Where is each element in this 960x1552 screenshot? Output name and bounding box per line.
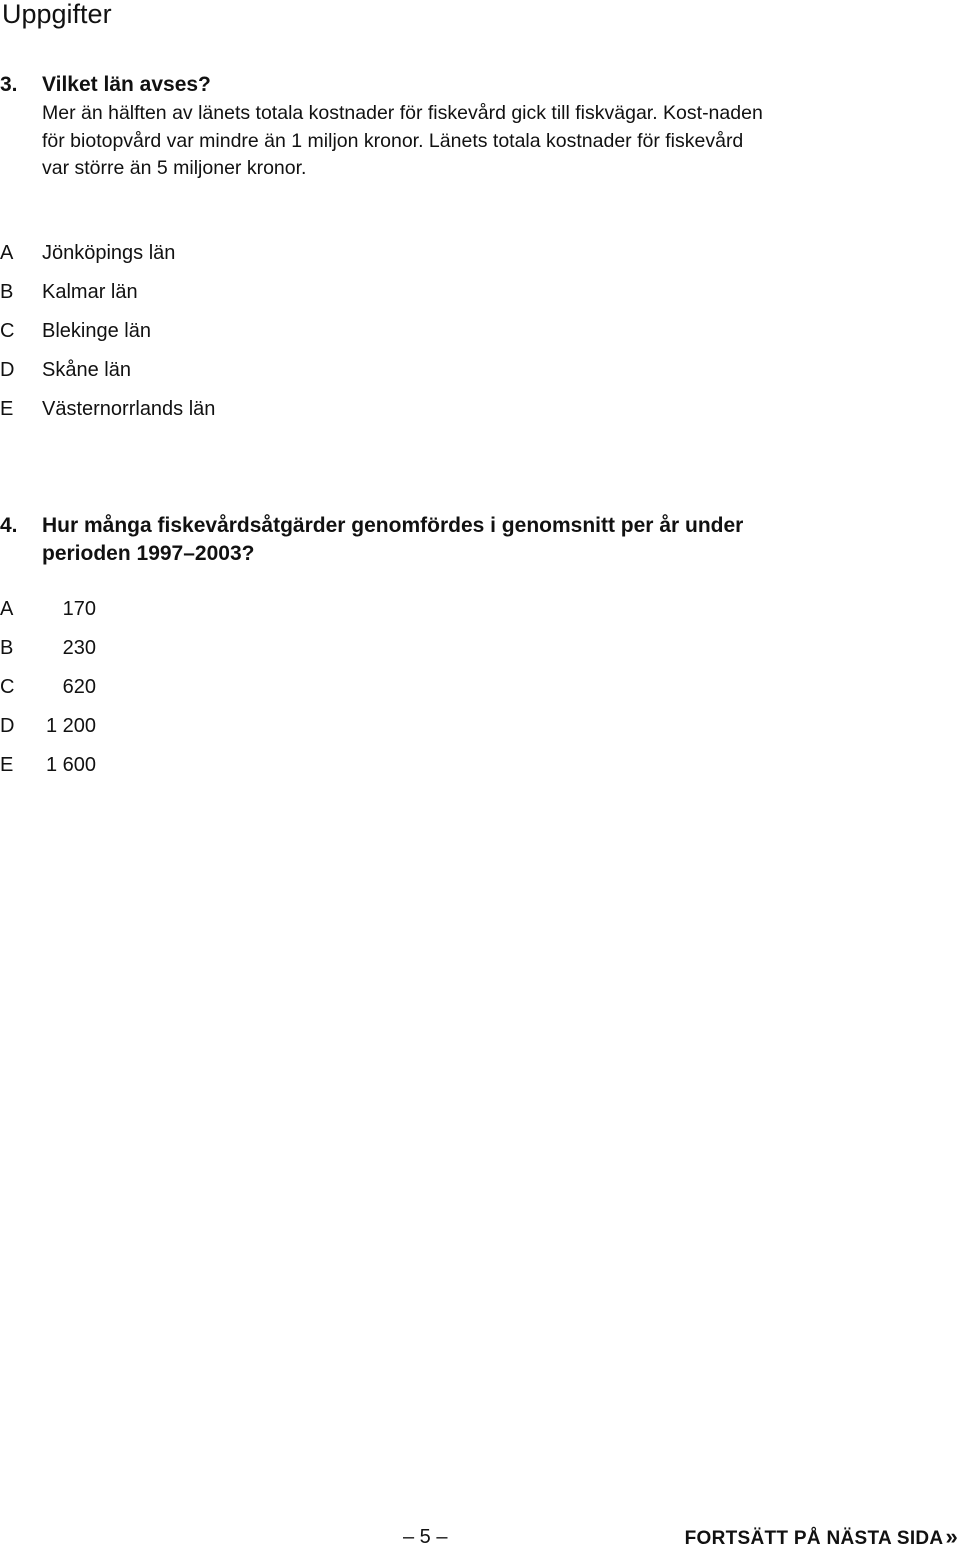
option-text: 1 200 (45, 715, 96, 737)
option-letter: E (0, 754, 14, 776)
option-letter: B (0, 637, 14, 659)
option-text: 1 600 (45, 754, 96, 776)
question-3-text: Mer än hälften av länets totala kostnader för fiskevård gick till fiskvägar. Kost-naden för biotopvård var mindre än 1 miljon kronor. Länets totala kostnader för fiskevård var större än 5 miljoner kronor. (42, 102, 763, 179)
option-letter: D (0, 359, 15, 381)
option-letter: E (0, 398, 14, 420)
question-title-text: Hur många fiskevårdsåtgärder genomfördes i genomsnitt per år under perioden 1997–2003? (42, 514, 744, 565)
option-text: Skåne län (42, 359, 131, 381)
option-letter: D (0, 715, 15, 737)
option-text: 620 (62, 676, 96, 698)
option-text: Jönköpings län (42, 242, 176, 264)
option-letter: B (0, 281, 14, 303)
question-title-text: Vilket län avses? (42, 73, 211, 96)
option-letter: C (0, 676, 15, 698)
continue-label: FORTSÄTT PÅ NÄSTA SIDA (684, 1528, 944, 1549)
page-number: – 5 – (403, 1526, 448, 1548)
question-number: 4. (0, 514, 18, 537)
option-letter: A (0, 242, 14, 264)
question-number: 3. (0, 73, 18, 96)
option-text: 170 (62, 598, 96, 620)
option-text: Blekinge län (42, 320, 151, 342)
option-letter: A (0, 598, 14, 620)
double-chevron-right-icon: » (945, 1524, 958, 1549)
option-text: 230 (62, 637, 96, 659)
option-text: Kalmar län (42, 281, 138, 303)
option-text: Västernorrlands län (42, 398, 216, 420)
page-heading: Uppgifter (2, 0, 112, 29)
option-letter: C (0, 320, 15, 342)
